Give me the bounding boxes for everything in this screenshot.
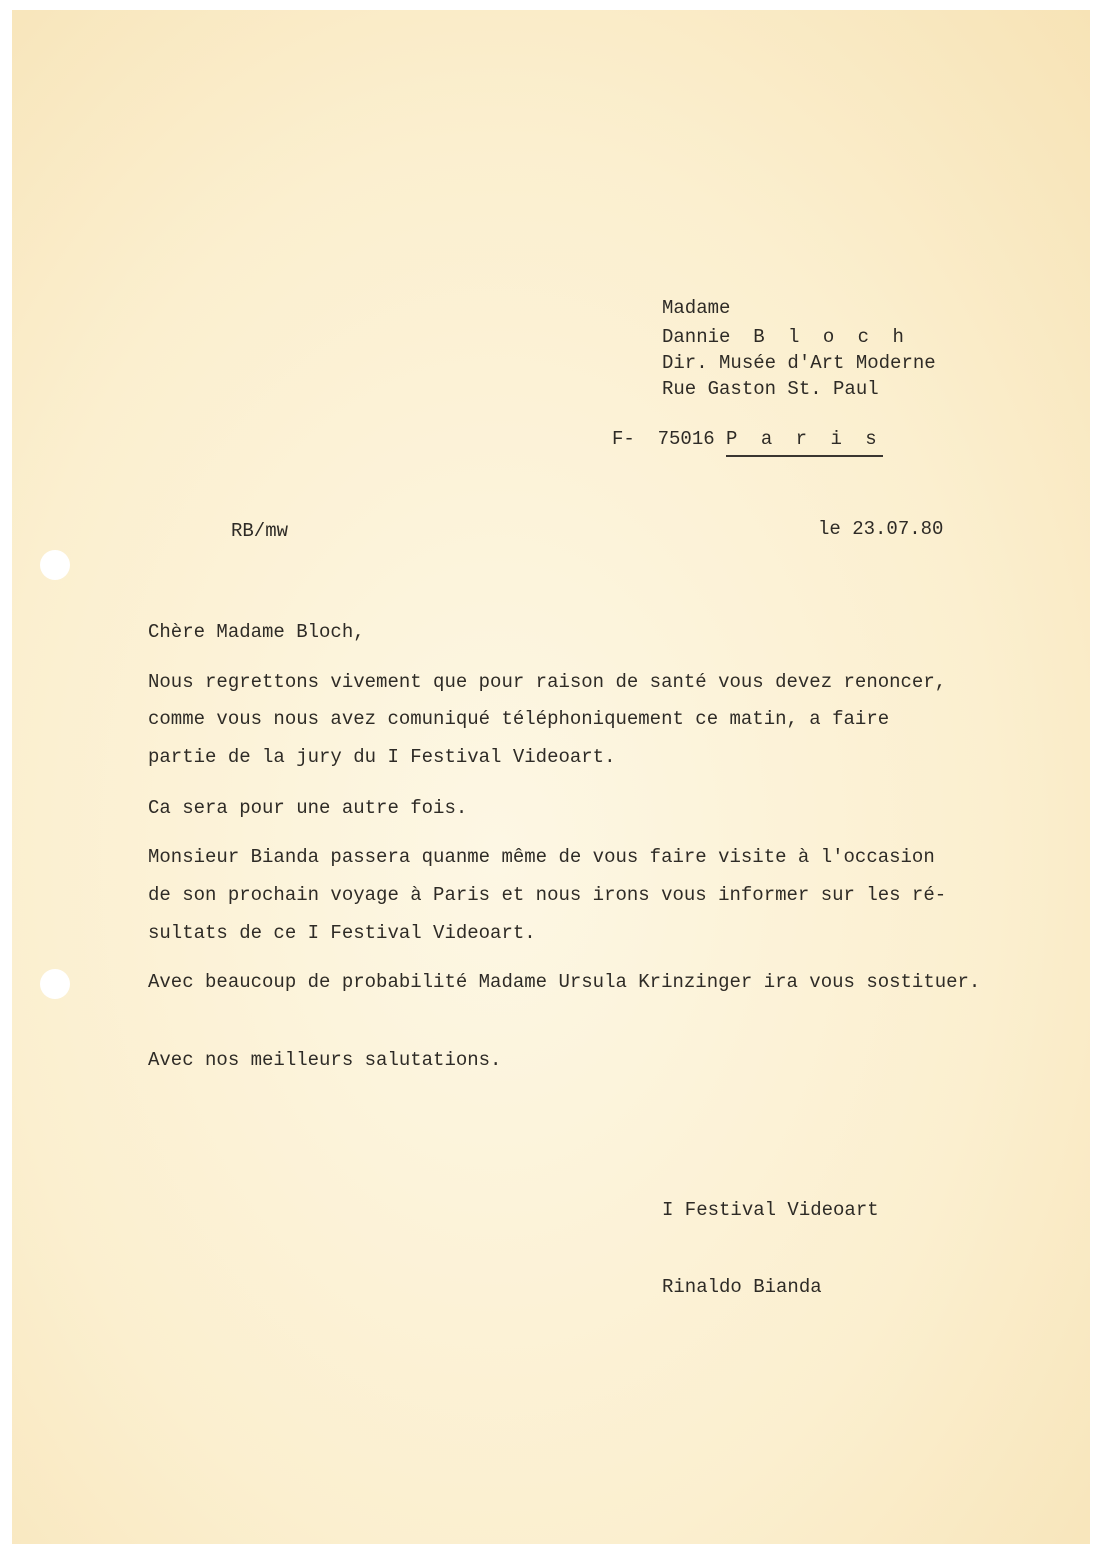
- punch-hole-bottom: [40, 969, 70, 999]
- paragraph-1-line-3: partie de la jury du I Festival Videoart.: [148, 746, 616, 768]
- address-street: Rue Gaston St. Paul: [662, 378, 879, 400]
- address-city: P a r i s: [726, 426, 883, 457]
- address-institution: Dir. Musée d'Art Moderne: [662, 352, 936, 374]
- closing: Avec nos meilleurs salutations.: [148, 1049, 502, 1071]
- signature-name: Rinaldo Bianda: [662, 1276, 822, 1298]
- address-last-name: B l o c h: [753, 326, 910, 348]
- salutation: Chère Madame Bloch,: [148, 621, 365, 643]
- letter-date: le 23.07.80: [818, 518, 944, 540]
- paragraph-3-line-3: sultats de ce I Festival Videoart.: [148, 922, 536, 944]
- paragraph-1-line-1: Nous regrettons vivement que pour raison de santé vous devez renoncer,: [148, 671, 947, 693]
- postal-code: 75016: [657, 428, 715, 450]
- paragraph-3-line-2: de son prochain voyage à Paris et nous irons vous informer sur les ré-: [148, 884, 947, 906]
- paragraph-2: Ca sera pour une autre fois.: [148, 797, 468, 819]
- address-line-madame: Madame: [662, 297, 731, 319]
- reference-code: RB/mw: [231, 520, 289, 542]
- paragraph-1-line-2: comme vous nous avez comuniqué téléphoniquement ce matin, a faire: [148, 708, 890, 730]
- paragraph-3-line-1: Monsieur Bianda passera quanme même de vous faire visite à l'occasion: [148, 846, 935, 868]
- address-postal-line: [612, 426, 883, 457]
- address-name: [662, 324, 910, 350]
- paragraph-4: Avec beaucoup de probabilité Madame Ursula Krinzinger ira vous sostituer.: [148, 971, 981, 993]
- signature-organization: I Festival Videoart: [662, 1199, 879, 1221]
- postal-prefix: F-: [612, 428, 635, 450]
- letter-page: [12, 10, 1090, 1544]
- punch-hole-top: [40, 550, 70, 580]
- address-first-name: Dannie: [662, 326, 731, 348]
